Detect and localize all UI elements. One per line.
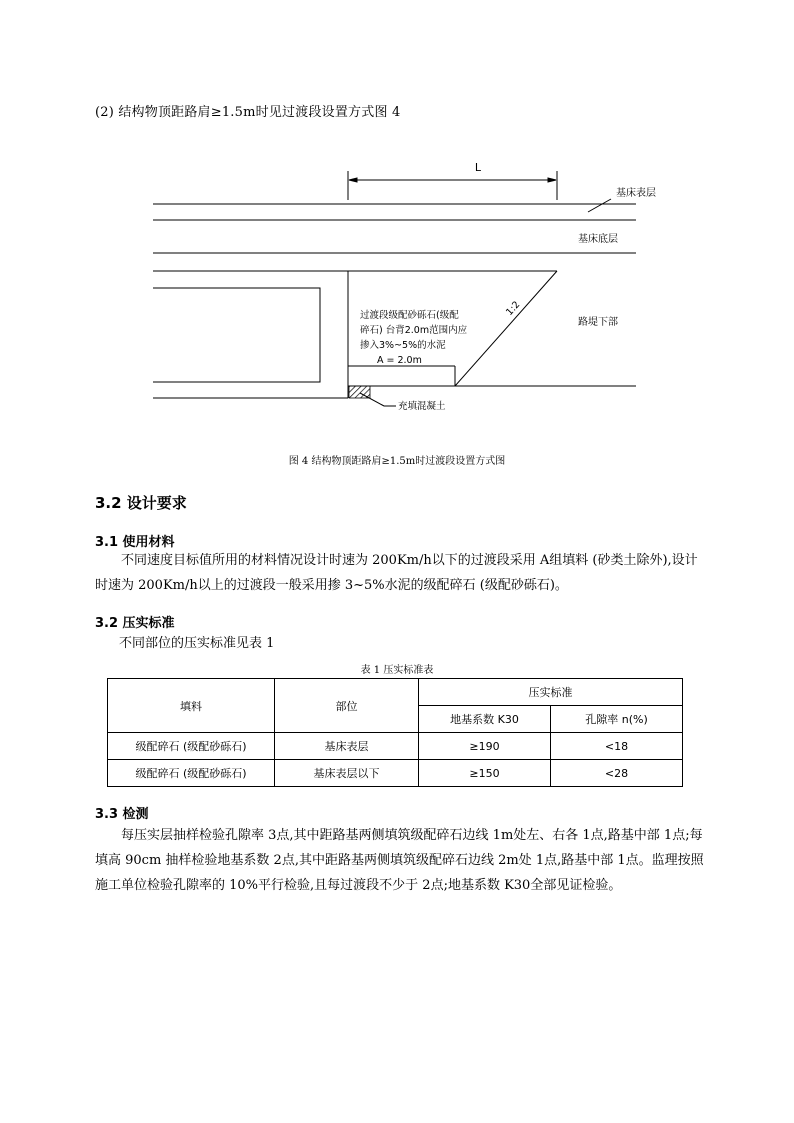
cell-part: 基床表层 bbox=[275, 733, 419, 760]
structure-inner-outline bbox=[153, 288, 320, 382]
dim-label: L bbox=[474, 161, 482, 174]
sub3-heading: 3.3 检测 bbox=[95, 807, 149, 822]
cell-porosity: <28 bbox=[551, 760, 683, 787]
label-embankment-lower: 路堤下部 bbox=[578, 317, 618, 328]
section-heading: 3.2 设计要求 bbox=[95, 494, 187, 512]
note-line-2: 碎石) 台背2.0m范围内应 bbox=[360, 325, 468, 336]
note-line-1: 过渡段级配砂砾石(级配 bbox=[360, 310, 459, 321]
concrete-label: 充填混凝土 bbox=[398, 401, 446, 412]
table-row bbox=[108, 733, 683, 760]
label-bottom-layer: 基床底层 bbox=[578, 234, 618, 245]
table-row bbox=[108, 760, 683, 787]
sub1-paragraph: 不同速度目标值所用的材料情况设计时速为 200Km/h以下的过渡段采用 A组填料 (砂类土除外),设计时速为 200Km/h以上的过渡段一般采用掺 3~5%水泥的级配碎石 (级配砂砾石)。 bbox=[95, 553, 698, 593]
intro-line: (2) 结构物顶距路肩≥1.5m时见过渡段设置方式图 4 bbox=[95, 105, 401, 120]
dim-arrow-left bbox=[349, 178, 357, 182]
surface-leader bbox=[588, 199, 611, 212]
sub1-heading: 3.1 使用材料 bbox=[95, 535, 175, 550]
figure-caption: 图 4 结构物顶距路肩≥1.5m时过渡段设置方式图 bbox=[288, 456, 506, 467]
header-standard: 压实标准 bbox=[419, 679, 683, 706]
cell-part: 基床表层以下 bbox=[275, 760, 419, 787]
cell-k30: ≥190 bbox=[419, 733, 551, 760]
cell-fill: 级配碎石 (级配砂砾石) bbox=[108, 760, 275, 787]
sub2-paragraph: 不同部位的压实标准见表 1 bbox=[119, 636, 275, 651]
header-fill: 填料 bbox=[108, 679, 275, 733]
a-dim-label: A = 2.0m bbox=[377, 355, 422, 366]
dim-arrow-right bbox=[548, 178, 556, 182]
table-caption: 表 1 压实标准表 bbox=[360, 665, 434, 676]
transition-section-figure bbox=[0, 0, 794, 460]
note-line-3: 掺入3%~5%的水泥 bbox=[360, 340, 446, 351]
cell-k30: ≥150 bbox=[419, 760, 551, 787]
slope-label: 1:2 bbox=[504, 299, 523, 319]
cell-porosity: <18 bbox=[551, 733, 683, 760]
sub2-heading: 3.2 压实标准 bbox=[95, 616, 175, 631]
sub3-paragraph: 每压实层抽样检验孔隙率 3点,其中距路基两侧填筑级配碎石边线 1m处左、右各 1点,路基中部 1点;每填高 90cm 抽样检验地基系数 2点,其中距路基两侧填筑级配碎石边线 2m处 1点,路基中部 1点。监理按照施工单位检验孔隙率的 10%平行检验,且每过渡段不少于 2点;地基系数 K30全部见证检验。 bbox=[95, 828, 704, 893]
header-k30: 地基系数 K30 bbox=[419, 706, 551, 733]
header-part: 部位 bbox=[275, 679, 419, 733]
slope-line bbox=[455, 271, 557, 386]
cell-fill: 级配碎石 (级配砂砾石) bbox=[108, 733, 275, 760]
header-porosity: 孔隙率 n(%) bbox=[551, 706, 683, 733]
compaction-table bbox=[107, 678, 683, 787]
label-surface-layer: 基床表层 bbox=[616, 188, 656, 199]
